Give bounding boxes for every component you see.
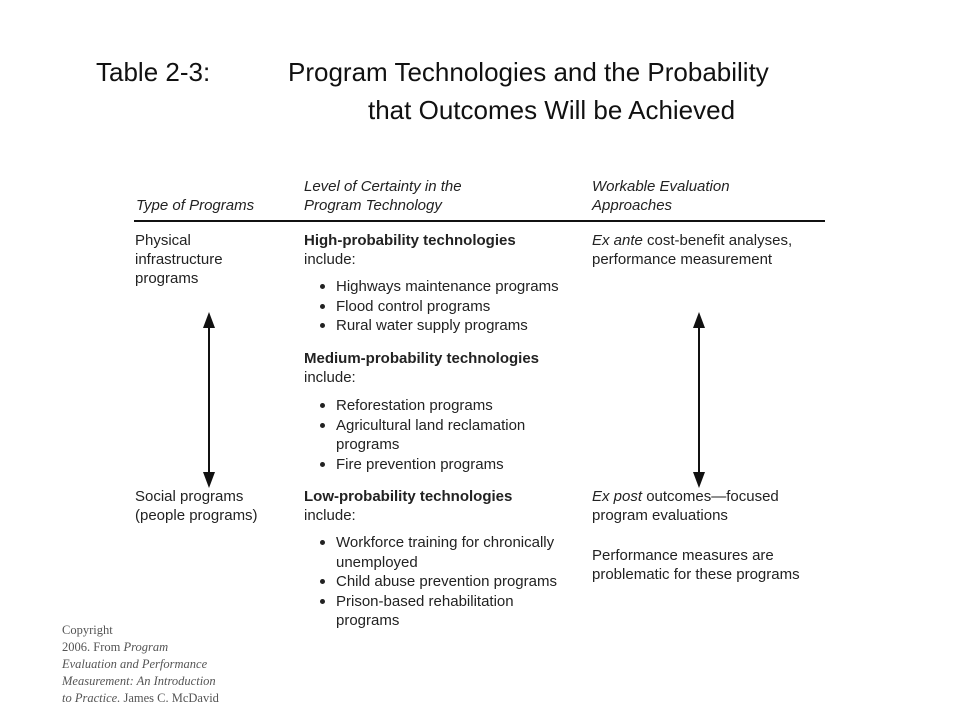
list-item: Rural water supply programs	[304, 316, 559, 336]
copyright-author: James C. McDavid	[120, 691, 219, 705]
ex-post-approach	[592, 487, 779, 525]
text-line: Low-probability technologies	[304, 488, 513, 505]
copyright-book-title: Measurement: An Introduction	[62, 674, 216, 688]
list-item	[304, 572, 557, 592]
text-line: Medium-probability technologies	[304, 350, 540, 367]
text-line: Reforestation programs	[336, 397, 493, 414]
ex-post-term: Ex post	[592, 488, 643, 505]
high-probability-list	[304, 277, 559, 336]
text-line: infrastructure	[135, 251, 223, 268]
double-arrow-icon	[690, 312, 708, 488]
text-line: unemployed	[336, 553, 418, 571]
title-line-2: that Outcomes Will be Achieved	[368, 95, 736, 125]
list-item	[304, 396, 525, 416]
list-item	[304, 592, 557, 631]
text-line: include:	[304, 507, 356, 524]
copyright-book-title: to Practice.	[62, 691, 121, 705]
text-line: problematic for these programs	[592, 566, 800, 583]
copyright-text: 2006. From	[62, 640, 124, 654]
text-line: program evaluations	[592, 507, 728, 524]
header-line: Approaches	[592, 197, 673, 214]
physical-infrastructure-programs	[135, 231, 223, 288]
low-probability-list	[304, 533, 557, 631]
text-line: Child abuse prevention programs	[336, 573, 557, 590]
header-evaluation-approaches	[592, 177, 730, 215]
list-item	[304, 416, 525, 455]
ex-ante-term: Ex ante	[592, 232, 643, 249]
text-line: programs	[336, 612, 400, 629]
table-number: Table 2-3:	[96, 57, 211, 87]
social-programs	[135, 487, 258, 525]
title-line-1: Program Technologies and the Probability	[288, 57, 769, 87]
text-line: (people programs)	[135, 507, 258, 524]
list-item: Highways maintenance programs	[304, 277, 559, 297]
header-type-of-programs	[136, 177, 254, 215]
medium-probability-list	[304, 396, 525, 474]
text-line: Prison-based rehabilitation	[336, 592, 514, 610]
text-line	[592, 487, 779, 506]
text-line: Physical	[135, 232, 191, 249]
copyright-book-title: Evaluation and Performance	[62, 657, 208, 671]
header-line: Workable Evaluation	[592, 178, 730, 195]
text-line	[62, 639, 262, 656]
text-line	[62, 690, 262, 707]
header-level-of-certainty	[304, 177, 462, 215]
medium-probability-heading	[304, 349, 539, 387]
list-item: Flood control programs	[304, 297, 559, 317]
text-line	[62, 673, 262, 690]
header-rule	[134, 220, 825, 222]
text-line: include:	[304, 251, 356, 268]
text-line: programs	[135, 270, 199, 287]
copyright-book-title: Program	[123, 640, 169, 654]
high-probability-heading	[304, 231, 516, 269]
ex-post-rest: outcomes—focused	[642, 488, 779, 505]
text-line: Workforce training for chronically	[336, 534, 555, 551]
header-line: Program Technology	[304, 197, 442, 214]
text-line: Agricultural land reclamation	[336, 416, 526, 434]
copyright-notice	[62, 622, 262, 707]
header-line: Type of Programs	[136, 197, 255, 214]
text-line: Performance measures are	[592, 547, 774, 564]
ex-ante-approach	[592, 231, 792, 269]
text-line: programs	[336, 436, 400, 453]
text-line: include:	[304, 369, 356, 386]
text-line: performance measurement	[592, 251, 773, 268]
ex-ante-rest: cost-benefit analyses,	[642, 232, 793, 249]
text-line: Fire prevention programs	[336, 455, 504, 473]
performance-measures-note	[592, 546, 800, 584]
list-item	[304, 455, 525, 475]
text-line	[592, 231, 792, 250]
low-probability-heading	[304, 487, 512, 525]
double-arrow-icon	[200, 312, 218, 488]
text-line	[62, 656, 262, 673]
text-line: High-probability technologies	[304, 232, 516, 249]
text-line: Social programs	[135, 488, 244, 505]
header-line	[136, 177, 254, 196]
header-line: Level of Certainty in the	[304, 178, 462, 195]
text-line: Copyright	[62, 623, 113, 637]
list-item	[304, 533, 557, 572]
